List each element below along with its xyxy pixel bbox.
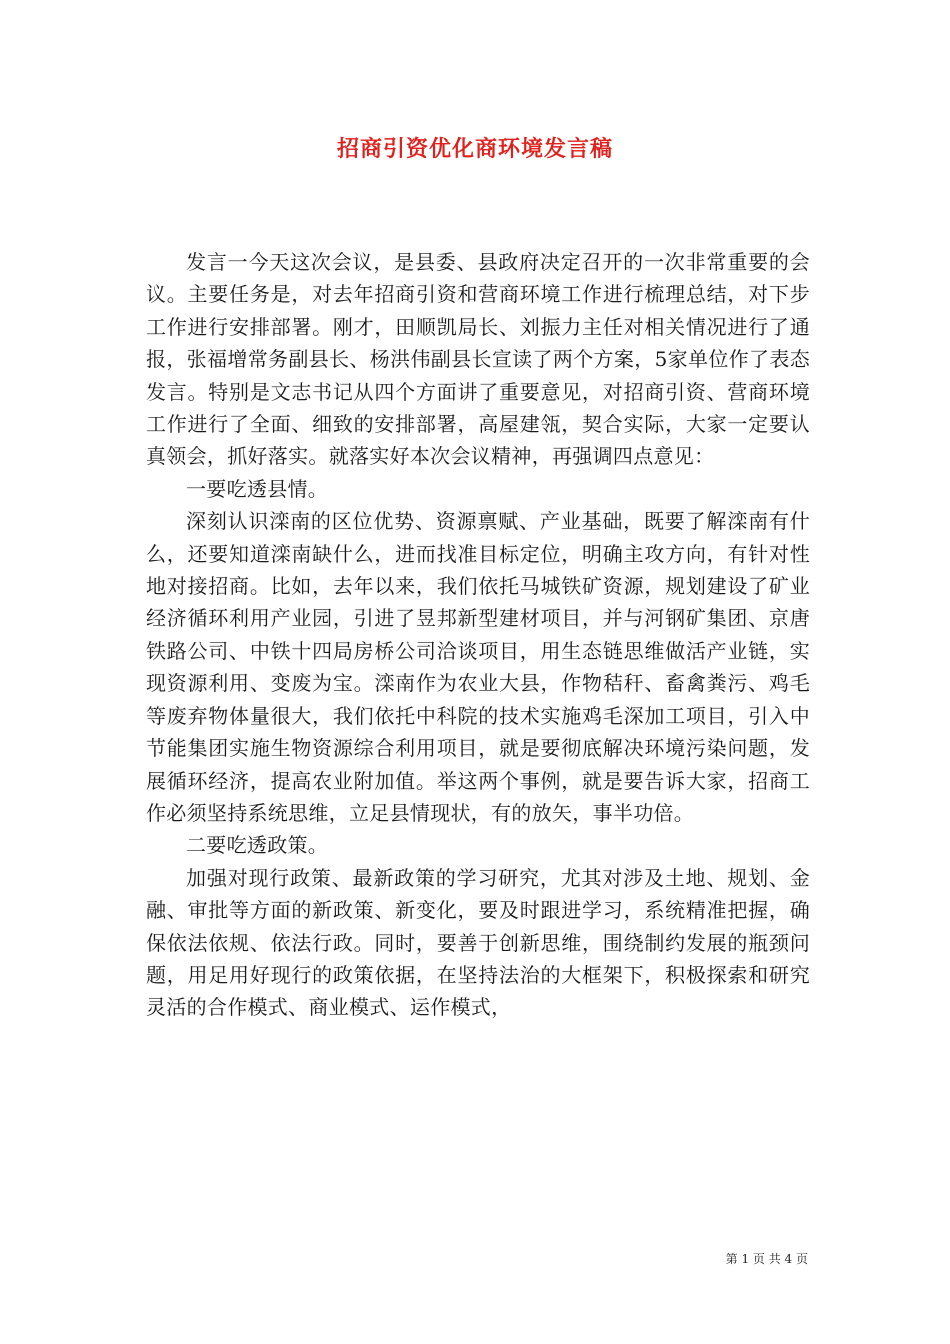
paragraph-heading-2: 二要吃透政策。 (186, 833, 329, 858)
paragraph-section-2: 加强对现行政策、最新政策的学习研究，尤其对涉及土地、规划、金融、审批等方面的新政策、新变化，要及时跟进学习，系统精准把握，确保依法依规、依法行政。同时，要善于创新思维，围绕制约发展的瓶颈问题，用足用好现行的政策依据，在坚持法治的大框架下，积极探索和研究灵活的合作模式、商业模式、运作模式， (146, 865, 810, 1020)
document-title: 招商引资优化商环境发言稿 (336, 136, 613, 162)
document-body (146, 246, 810, 1024)
paragraph-heading-1: 一要吃透县情。 (186, 476, 329, 501)
paragraph-opening: 发言一今天这次会议，是县委、县政府决定召开的一次非常重要的会议。主要任务是，对去年招商引资和营商环境工作进行梳理总结，对下步工作进行安排部署。刚才，田顺凯局长、刘振力主任对相关情况进行了通报，张福增常务副县长、杨洪伟副县长宣读了两个方案，5家单位作了表态发言。特别是文志书记从四个方面讲了重要意见，对招商引资、营商环境工作进行了全面、细致的安排部署，高屋建瓴，契合实际，大家一定要认真领会，抓好落实。就落实好本次会议精神，再强调四点意见： (146, 250, 810, 469)
page-number-footer: 第 1 页 共 4 页 (725, 1252, 808, 1266)
paragraph-section-1: 深刻认识滦南的区位优势、资源禀赋、产业基础，既要了解滦南有什么，还要知道滦南缺什么，进而找准目标定位，明确主攻方向，有针对性地对接招商。比如，去年以来，我们依托马城铁矿资源，规划建设了矿业经济循环利用产业园，引进了昱邦新型建材项目，并与河钢矿集团、京唐铁路公司、中铁十四局房桥公司洽谈项目，用生态链思维做活产业链，实现资源利用、变废为宝。滦南作为农业大县，作物秸秆、畜禽粪污、鸡毛等废弃物体量很大，我们依托中科院的技术实施鸡毛深加工项目，引入中节能集团实施生物资源综合利用项目，就是要彻底解决环境污染问题，发展循环经济，提高农业附加值。举这两个事例，就是要告诉大家，招商工作必须坚持系统思维，立足县情现状，有的放矢，事半功倍。 (146, 509, 810, 825)
